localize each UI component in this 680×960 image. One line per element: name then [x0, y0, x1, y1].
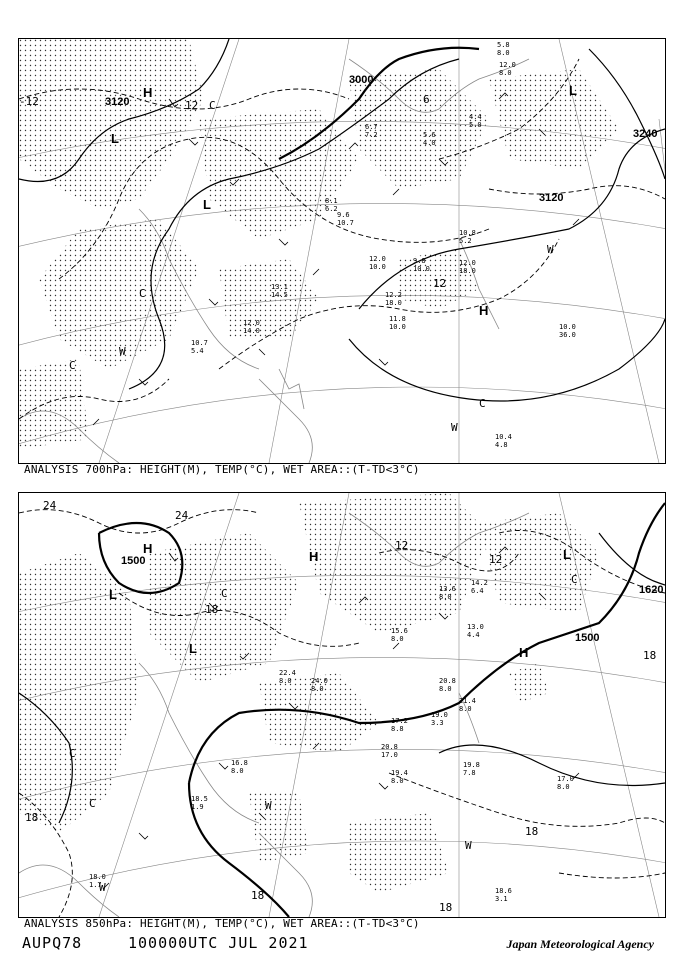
- cold-marker: C: [69, 359, 76, 372]
- station-plot: [423, 131, 436, 147]
- station-plot: [369, 255, 386, 271]
- isotherm-label: -12: [19, 95, 39, 108]
- svg-text:9.8: 9.8: [413, 257, 426, 265]
- svg-text:13.1: 13.1: [271, 283, 288, 291]
- svg-text:3.1: 3.1: [495, 895, 508, 903]
- svg-text:8.8: 8.8: [391, 725, 404, 733]
- station-plot: [365, 123, 378, 139]
- isotherm-label: 18: [25, 811, 39, 824]
- svg-text:12.0: 12.0: [243, 319, 260, 327]
- svg-text:1.9: 1.9: [191, 803, 204, 811]
- station-plot: [471, 579, 488, 595]
- cold-marker: C: [479, 397, 486, 410]
- isotherm-label: 18: [205, 603, 219, 616]
- isotherm-label: 18: [251, 889, 265, 902]
- svg-text:4.8: 4.8: [495, 441, 508, 449]
- svg-text:8.0: 8.0: [311, 685, 324, 693]
- low-pressure-marker: L: [203, 197, 211, 212]
- contour-label: 3120: [105, 96, 130, 108]
- svg-text:19.4: 19.4: [391, 769, 408, 777]
- isotherm-label: 6: [423, 93, 430, 106]
- svg-text:6.4: 6.4: [471, 587, 484, 595]
- station-plot: [459, 697, 476, 713]
- svg-text:8.0: 8.0: [459, 705, 472, 713]
- isotherm-label: 12: [395, 539, 409, 552]
- svg-text:22.4: 22.4: [279, 669, 296, 677]
- agency-name: Japan Meteorological Agency: [506, 937, 654, 951]
- svg-text:8.0: 8.0: [557, 783, 570, 791]
- isotherm-label: 24: [175, 509, 189, 522]
- svg-text:4.4: 4.4: [469, 113, 482, 121]
- high-pressure-marker: H: [143, 85, 153, 100]
- svg-text:5.2: 5.2: [459, 237, 472, 245]
- station-plot: [391, 717, 408, 733]
- svg-text:16.8: 16.8: [231, 759, 248, 767]
- cold-marker: C: [209, 99, 216, 112]
- svg-text:8.0: 8.0: [439, 593, 452, 601]
- station-plot: [463, 761, 480, 777]
- cold-marker: C: [221, 587, 228, 600]
- svg-text:12.0: 12.0: [459, 259, 476, 267]
- svg-text:8.1: 8.1: [325, 197, 338, 205]
- panel-caption-850hpa: ANALYSIS 850hPa: HEIGHT(M), TEMP(°C), WET AREA::(T-TD<3°C): [24, 917, 420, 930]
- high-pressure-marker: H: [519, 645, 529, 660]
- svg-text:13.0: 13.0: [467, 623, 484, 631]
- svg-text:5.6: 5.6: [423, 131, 436, 139]
- station-plot: [557, 775, 574, 791]
- station-plot: [495, 433, 512, 449]
- high-pressure-marker: H: [309, 549, 319, 564]
- cold-marker: C: [571, 573, 578, 586]
- svg-text:18.0: 18.0: [385, 299, 402, 307]
- station-plot: [431, 711, 448, 727]
- isotherm-label: 18: [643, 649, 657, 662]
- svg-text:17.0: 17.0: [381, 751, 398, 759]
- contour-label: 1500: [575, 632, 600, 644]
- svg-text:5.0: 5.0: [469, 121, 482, 129]
- svg-text:18.0: 18.0: [459, 267, 476, 275]
- station-plot: [389, 315, 406, 331]
- station-plot: [243, 319, 260, 335]
- station-plot: [459, 229, 476, 245]
- isotherm-label: 12: [489, 553, 503, 566]
- station-plot: [469, 113, 482, 129]
- svg-text:8.0: 8.0: [497, 49, 510, 57]
- svg-text:12.0: 12.0: [369, 255, 386, 263]
- cold-marker: C: [69, 747, 76, 760]
- svg-text:8.0: 8.0: [391, 777, 404, 785]
- svg-text:17.0: 17.0: [557, 775, 574, 783]
- map-panel-850hpa: [18, 492, 666, 918]
- svg-text:36.0: 36.0: [559, 331, 576, 339]
- map-850hpa-svg: [19, 493, 665, 917]
- station-plot: [325, 197, 338, 213]
- contour-label: 1500: [121, 555, 146, 567]
- map-700hpa-svg: [19, 39, 665, 463]
- station-plot: [391, 627, 408, 643]
- warm-marker: W: [465, 839, 472, 852]
- contour-label: 1620: [639, 584, 664, 596]
- svg-text:10.7: 10.7: [191, 339, 208, 347]
- svg-text:19.8: 19.8: [463, 761, 480, 769]
- contour-label: 3000: [349, 74, 374, 86]
- station-plot: [459, 259, 476, 275]
- station-plot: [497, 41, 510, 57]
- svg-text:10.4: 10.4: [495, 433, 512, 441]
- high-pressure-marker: H: [479, 303, 489, 318]
- svg-text:6.2: 6.2: [325, 205, 338, 213]
- svg-text:21.4: 21.4: [459, 697, 476, 705]
- svg-text:12.2: 12.2: [385, 291, 402, 299]
- svg-text:8.0: 8.0: [279, 677, 292, 685]
- svg-text:14.5: 14.5: [271, 291, 288, 299]
- svg-text:3.3: 3.3: [431, 719, 444, 727]
- warm-marker: W: [451, 421, 458, 434]
- station-plot: [439, 677, 456, 693]
- low-pressure-marker: L: [111, 131, 119, 146]
- cold-marker: C: [89, 797, 96, 810]
- isotherm-label: 18: [525, 825, 539, 838]
- svg-text:7.8: 7.8: [463, 769, 476, 777]
- svg-text:5.8: 5.8: [497, 41, 510, 49]
- cold-marker: C: [139, 287, 146, 300]
- map-panel-700hpa: [18, 38, 666, 464]
- svg-text:11.8: 11.8: [389, 315, 406, 323]
- svg-text:1.7: 1.7: [89, 881, 102, 889]
- svg-text:8.0: 8.0: [391, 635, 404, 643]
- low-pressure-marker: L: [563, 547, 571, 562]
- svg-text:10.8: 10.8: [459, 229, 476, 237]
- isotherm-label: 24: [43, 499, 57, 512]
- svg-text:10.0: 10.0: [389, 323, 406, 331]
- station-plot: [191, 795, 208, 811]
- station-plot: [381, 743, 398, 759]
- svg-text:17.2: 17.2: [391, 717, 408, 725]
- station-plot: [391, 769, 408, 785]
- station-plot: [271, 283, 288, 299]
- product-code: AUPQ78: [22, 934, 83, 952]
- isotherm-label: 12: [185, 99, 199, 112]
- high-pressure-marker: H: [143, 541, 153, 556]
- warm-marker: W: [265, 799, 272, 812]
- svg-text:12.0: 12.0: [499, 61, 516, 69]
- station-plot: [385, 291, 402, 307]
- station-plot: [337, 211, 354, 227]
- svg-text:20.8: 20.8: [439, 677, 456, 685]
- svg-text:5.4: 5.4: [191, 347, 204, 355]
- svg-text:18.5: 18.5: [191, 795, 208, 803]
- isotherm-label: 18: [439, 901, 453, 914]
- warm-marker: W: [547, 243, 554, 256]
- warm-marker: W: [99, 881, 106, 894]
- low-pressure-marker: L: [569, 83, 577, 98]
- svg-text:10.0: 10.0: [559, 323, 576, 331]
- warm-marker: W: [119, 345, 126, 358]
- svg-text:20.8: 20.8: [381, 743, 398, 751]
- svg-text:14.2: 14.2: [471, 579, 488, 587]
- svg-text:4.4: 4.4: [467, 631, 480, 639]
- station-plot: [467, 623, 484, 639]
- svg-text:24.0: 24.0: [311, 677, 328, 685]
- panel-caption-700hpa: ANALYSIS 700hPa: HEIGHT(M), TEMP(°C), WET AREA::(T-TD<3°C): [24, 463, 420, 476]
- analysis-time: 100000UTC JUL 2021: [128, 934, 309, 952]
- contour-label: 3120: [539, 192, 564, 204]
- low-pressure-marker: L: [189, 641, 197, 656]
- svg-text:7.2: 7.2: [365, 131, 378, 139]
- svg-text:18.0: 18.0: [89, 873, 106, 881]
- svg-text:8.0: 8.0: [439, 685, 452, 693]
- svg-text:9.6: 9.6: [337, 211, 350, 219]
- svg-text:18.6: 18.6: [495, 887, 512, 895]
- svg-text:14.0: 14.0: [243, 327, 260, 335]
- station-plot: [495, 887, 512, 903]
- low-pressure-marker: L: [109, 587, 117, 602]
- svg-text:10.0: 10.0: [413, 265, 430, 273]
- svg-text:10.0: 10.0: [369, 263, 386, 271]
- svg-text:4.0: 4.0: [423, 139, 436, 147]
- svg-text:15.6: 15.6: [391, 627, 408, 635]
- svg-text:10.7: 10.7: [337, 219, 354, 227]
- svg-text:13.6: 13.6: [439, 585, 456, 593]
- svg-text:19.0: 19.0: [431, 711, 448, 719]
- isotherm-label: 12: [433, 277, 447, 290]
- contour-label: 3240: [633, 128, 658, 140]
- svg-text:8.0: 8.0: [499, 69, 512, 77]
- svg-text:8.0: 8.0: [231, 767, 244, 775]
- station-plot: [499, 61, 516, 77]
- station-plot: [191, 339, 208, 355]
- svg-text:6.7: 6.7: [365, 123, 378, 131]
- station-plot: [559, 323, 576, 339]
- station-plot: [231, 759, 248, 775]
